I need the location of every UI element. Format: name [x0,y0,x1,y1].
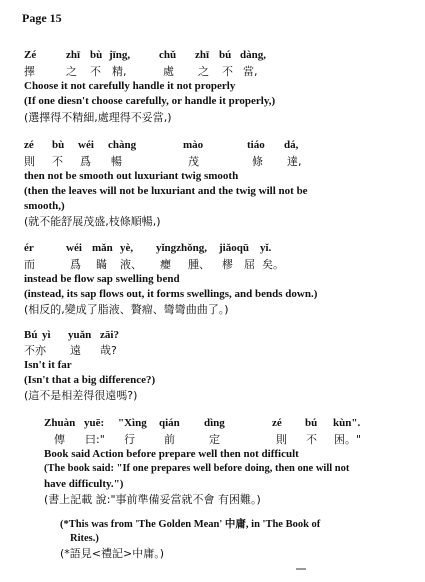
pinyin-word: zāi? [100,329,119,341]
footnote-english: Rites.) [70,533,99,544]
scan-mark [296,568,306,570]
chinese-char: 曰:" [85,433,105,446]
pinyin-word: bú [219,49,232,61]
pinyin-word: mào [183,139,204,151]
chinese-char: 不 [52,155,63,168]
chinese-char: 腫、 [188,258,210,271]
pinyin-word: yuē: [84,417,105,429]
chinese-char: 則 [24,155,35,168]
chinese-char: 不 [306,433,317,446]
pinyin-word: Zhuàn [44,417,76,429]
english-translation: (instead, its sap flows out, it forms swellings, and bends down.) [24,288,318,300]
pinyin-word: bù [90,49,103,61]
chinese-char: 液、 [120,258,142,271]
pinyin-word: qián [159,417,180,429]
chinese-translation: (相反的,變成了脂液、贅瘤、彎彎曲曲了。) [24,303,229,316]
pinyin-word: Bú [24,329,38,341]
chinese-char: 而 [24,258,35,271]
chinese-char: 困。" [334,433,362,446]
english-gloss: Book said Action before prepare well then not difficult [44,448,299,460]
pinyin-word: zé [24,139,34,151]
pinyin-word: yǐ. [260,242,272,254]
pinyin-word: bú [305,417,318,429]
chinese-char: 達, [287,155,302,168]
pinyin-word: yè, [120,242,134,254]
pinyin-word: kùn". [333,417,361,429]
chinese-char: 瞞 [96,258,107,271]
footnote-chinese: (*語見<禮記>中庸。) [60,547,165,560]
chinese-char: 遠 [70,344,81,357]
chinese-char: 當, [243,65,258,78]
pinyin-word: mǎn [92,242,113,254]
pinyin-word: yuǎn [68,329,92,341]
chinese-char: 前 [164,433,175,446]
english-translation: (then the leaves will not be luxuriant and the twig will not be [24,185,308,197]
chinese-char: 傳 [54,433,65,446]
chinese-char: 茂 [188,155,199,168]
chinese-char: 暢 [111,155,122,168]
pinyin-word: jiǎoqū [219,242,249,254]
chinese-char: 不 [222,65,233,78]
chinese-translation: (這不是相差得很遠嗎?) [24,389,138,402]
chinese-char: 條 [252,155,263,168]
chinese-char: 樛 [222,258,233,271]
pinyin-word: ér [24,242,34,254]
chinese-char: 精, [112,65,127,78]
english-translation: (Isn't that a big difference?) [24,374,156,386]
pinyin-word: dá, [284,139,299,151]
chinese-char: 爲 [80,155,91,168]
chinese-char: 癭 [160,258,171,271]
page-header: Page 15 [22,11,62,25]
chinese-translation: (就不能舒展茂盛,枝條順暢,) [24,215,161,228]
chinese-char: 處 [163,65,174,78]
english-translation: (The book said: "If one prepares well before doing, then one will not [44,463,350,474]
pinyin-word: chǔ [159,49,177,61]
chinese-char: 哉? [100,344,117,357]
english-translation: have difficulty.") [44,478,124,490]
pinyin-word: zhī [66,49,81,61]
pinyin-word: chàng [108,139,137,151]
pinyin-word: wéi [66,242,82,254]
chinese-char: 之 [198,65,209,78]
chinese-char: 不亦 [24,344,46,357]
english-translation: (If one diesn't choose carefully, or handle it properly,) [24,95,276,107]
chinese-translation: (書上記載 說:"事前準備妥當就不會 有困難。) [44,493,261,506]
pinyin-word: zé [272,417,282,429]
pinyin-word: jīng, [109,49,131,61]
english-gloss: Isn't it far [24,359,72,371]
chinese-char: 屈 [244,258,255,271]
pinyin-word: dìng [204,417,225,429]
english-gloss: then not be smooth out luxuriant twig smooth [24,170,239,182]
chinese-char: 定 [209,433,220,446]
chinese-char: 爲 [70,258,81,271]
chinese-char: 矣。 [262,258,284,271]
chinese-translation: (選擇得不精細,處理得不妥當,) [24,111,172,124]
chinese-char: 之 [66,65,77,78]
pinyin-word: yì [42,329,51,341]
chinese-char: 不 [90,65,101,78]
pinyin-word: wéi [78,139,94,151]
chinese-char: 則 [276,433,287,446]
english-gloss: instead be flow sap swelling bend [24,273,180,285]
chinese-char: 行 [124,433,135,446]
pinyin-word: Zé [24,49,37,61]
pinyin-word: tiáo [247,139,265,151]
pinyin-word: dàng, [240,49,266,61]
footnote-english: (*This was from 'The Golden Mean' 中庸, in 'The Book of [60,519,321,530]
pinyin-word: "Xìng [118,417,147,429]
chinese-char: 擇 [24,65,35,78]
pinyin-word: zhī [195,49,210,61]
english-translation: smooth,) [24,200,65,212]
english-gloss: Choose it not carefully handle it not properly [24,80,236,92]
pinyin-word: bù [52,139,65,151]
pinyin-word: yǐngzhǒng, [156,242,208,254]
